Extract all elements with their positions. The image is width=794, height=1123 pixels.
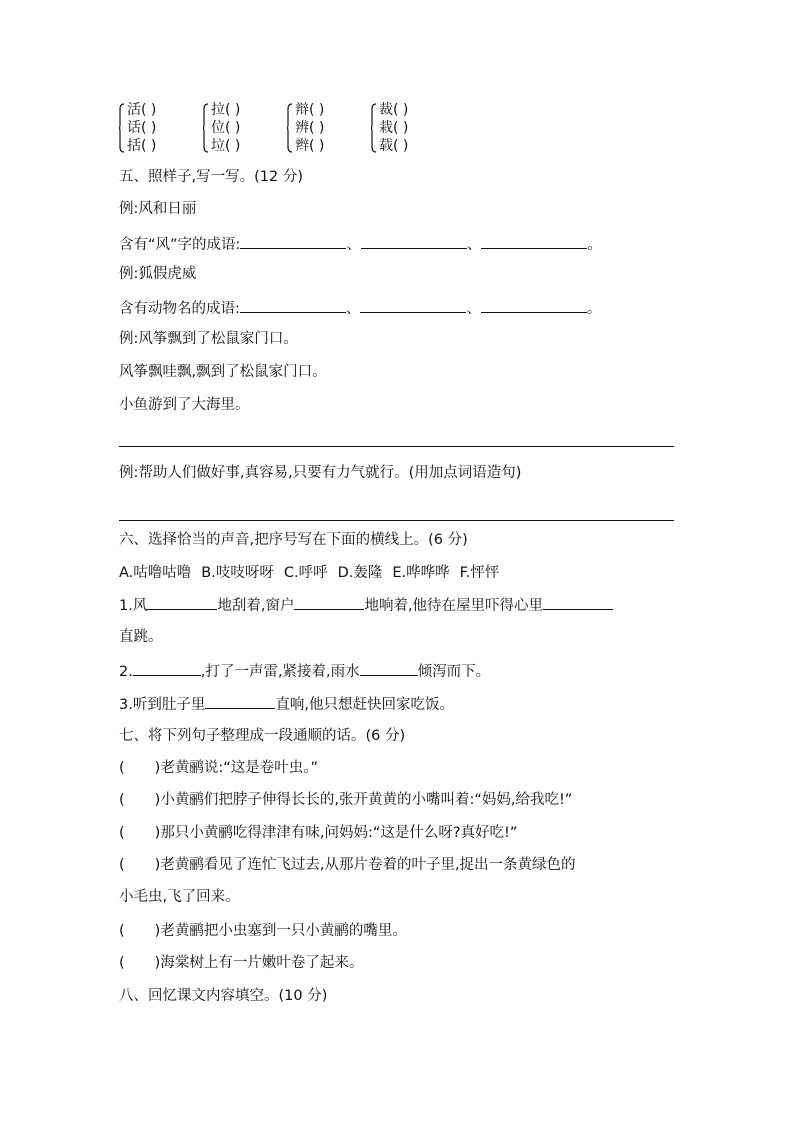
order-item: ( )老黄鹂把小虫塞到一只小黄鹂的嘴里。 (119, 923, 407, 939)
option-e: E.哗哗哗 (392, 565, 450, 581)
char-item: 辨( ) (295, 120, 325, 136)
answer-blank[interactable] (240, 234, 346, 249)
answer-blank[interactable] (133, 661, 201, 676)
answer-blank[interactable] (360, 661, 418, 676)
section5-title: 五、照样子,写一写。(12 分) (119, 169, 303, 185)
order-item: ( )海棠树上有一片嫩叶卷了起来。 (119, 955, 364, 971)
option-f: F.怦怦 (459, 565, 500, 581)
answer-blank[interactable] (294, 595, 364, 610)
answer-line[interactable] (119, 446, 674, 447)
example-text: 例:风筝飘到了松鼠家门口。 (119, 331, 298, 347)
char-item: 括( ) (127, 138, 157, 154)
answer-line[interactable] (119, 520, 674, 521)
example-text: 风筝飘哇飘,飘到了松鼠家门口。 (119, 364, 327, 380)
char-item: 垃( ) (211, 138, 241, 154)
question-1: 1.风 地刮着,窗户 地响着,他待在屋里吓得心里 (119, 595, 613, 616)
example-text: 例:狐假虎威 (119, 266, 197, 282)
char-item: 载( ) (379, 138, 409, 154)
option-a: A.咕噜咕噜 (119, 565, 192, 581)
char-item: 话( ) (127, 120, 157, 136)
answer-blank[interactable] (481, 234, 587, 249)
answer-blank[interactable] (360, 298, 466, 313)
brace-icon (119, 103, 125, 153)
answer-blank[interactable] (481, 298, 587, 313)
idiom-fill-line-animal: 含有动物名的成语: 、 、 。 (119, 298, 601, 319)
order-item: ( )小黄鹂们把脖子伸得长长的,张开黄黄的小嘴叫着:“妈妈,给我吃!” (119, 792, 573, 808)
answer-blank[interactable] (205, 694, 275, 709)
idiom-fill-line-wind: 含有“风”字的成语: 、 、 。 (119, 234, 602, 255)
brace-icon (287, 103, 293, 153)
option-b: B.吱吱呀呀 (201, 565, 274, 581)
example-text: 例:风和日丽 (119, 201, 197, 217)
question-3: 3.听到肚子里 直响,他只想赶快回家吃饭。 (119, 694, 454, 715)
sound-options (119, 563, 509, 583)
char-item: 辫( ) (295, 138, 325, 154)
order-item: ( )老黄鹂说:“这是卷叶虫。” (119, 760, 319, 776)
answer-blank[interactable] (147, 595, 217, 610)
brace-icon (203, 103, 209, 153)
question-2: 2. ,打了一声雷,紧接着,雨水 倾泻而下。 (119, 661, 490, 682)
order-item: ( )老黄鹂看见了连忙飞过去,从那片卷着的叶子里,捉出一条黄绿色的 (119, 857, 576, 873)
answer-blank[interactable] (543, 595, 613, 610)
char-item: 拉( ) (211, 102, 241, 118)
question-1-cont: 直跳。 (119, 629, 163, 645)
char-item: 裁( ) (379, 102, 409, 118)
brace-icon (371, 103, 377, 153)
char-item: 栽( ) (379, 120, 409, 136)
order-item-cont: 小毛虫,飞了回来。 (119, 889, 240, 905)
example-text: 例:帮助人们做好事,真容易,只要有力气就行。(用加点词语造句) (119, 465, 522, 481)
answer-blank[interactable] (240, 298, 346, 313)
question-text: 小鱼游到了大海里。 (119, 397, 250, 413)
option-d: D.轰隆 (337, 565, 383, 581)
char-item: 辩( ) (295, 102, 325, 118)
section8-title: 八、回忆课文内容填空。(10 分) (119, 988, 328, 1004)
char-item: 活( ) (127, 102, 157, 118)
answer-blank[interactable] (361, 234, 467, 249)
order-item: ( )那只小黄鹂吃得津津有味,问妈妈:“这是什么呀?真好吃!” (119, 825, 518, 841)
char-item: 位( ) (211, 120, 241, 136)
section7-title: 七、将下列句子整理成一段通顺的话。(6 分) (119, 728, 406, 744)
section6-title: 六、选择恰当的声音,把序号写在下面的横线上。(6 分) (119, 532, 468, 548)
option-c: C.呼呼 (283, 565, 328, 581)
